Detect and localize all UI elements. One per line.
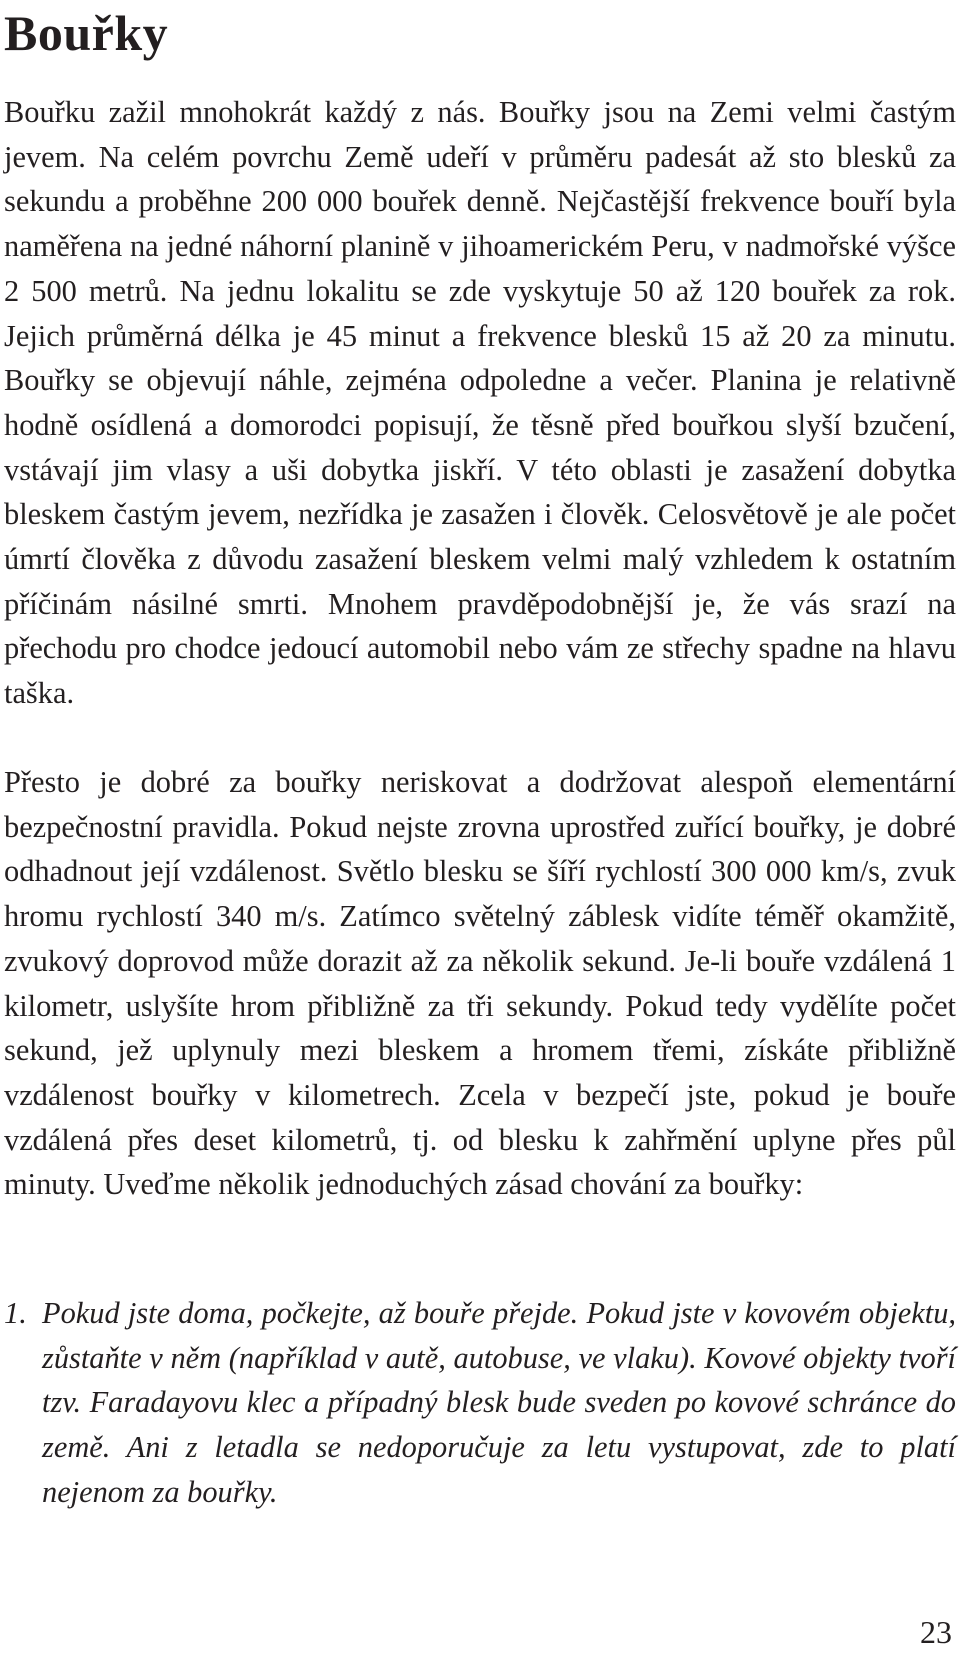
list-item-number: 1. xyxy=(4,1296,27,1330)
paragraph-safety: Přesto je dobré za bouřky neriskovat a dodržovat alespoň elementární bezpečnostní pravidla. Pokud nejste zrovna uprostřed zuřící bouřky, je dobré odhadnout její vzdálenost. Světlo blesku se šíří rychlostí 300 000 km/s, zvuk hromu rychlostí 340 m/s. Zatímco světelný záblesk vidíte téměř okamžitě, zvukový doprovod může dorazit až za několik sekund. Je-li bouře vzdálená 1 kilometr, uslyšíte hrom přibližně za tři sekundy. Pokud tedy vydělíte počet sekund, jež uplynuly mezi bleskem a hromem třemi, získáte přibližně vzdálenost bouřky v kilometrech. Zcela v bezpečí jste, pokud je bouře vzdálená přes deset kilometrů, tj. od blesku k zahřmění uplyne přes půl minuty. Uveďme několik jednoduchých zásad chování za bouřky: xyxy=(4,765,956,1202)
page-number: 23 xyxy=(920,1614,952,1650)
page-heading: Bouřky xyxy=(4,5,169,61)
paragraph-intro: Bouřku zažil mnohokrát každý z nás. Bouřky jsou na Zemi velmi častým jevem. Na celém povrchu Země udeří v průměru padesát až sto blesků za sekundu a proběhne 200 000 bouřek denně. Nejčastější frekvence bouří byla naměřena na jedné náhorní planině v jihoamerickém Peru, v nadmořské výšce 2 500 metrů. Na jednu lokalitu se zde vyskytuje 50 až 120 bouřek za rok. Jejich průměrná délka je 45 minut a frekvence blesků 15 až 20 za minutu. Bouřky se objevují náhle, zejména odpoledne a večer. Planina je relativně hodně osídlená a domorodci popisují, že těsně před bouřkou slyší bzučení, vstávají jim vlasy a uši dobytka jiskří. V této oblasti je zasažení dobytka bleskem častým jevem, nezřídka je zasažen i člověk. Celosvětově je ale počet úmrtí člověka z důvodu zasažení bleskem velmi malý vzhledem k ostatním příčinám násilné smrti. Mnohem pravděpodobnější je, že vás srazí na přechodu pro chodce jedoucí automobil nebo vám ze střechy spadne na hlavu taška. xyxy=(4,95,956,711)
list-item-text: Pokud jste doma, počkejte, až bouře přejde. Pokud jste v kovovém objektu, zůstaňte v něm (například v autě, autobuse, ve vlaku). Kovové objekty tvoří tzv. Faradayovu klec a případný blesk bude sveden po kovové schránce do země. Ani z letadla se nedoporučuje za letu vystupovat, zde to platí nejenom za bouřky. xyxy=(42,1296,956,1509)
safety-rules-list xyxy=(4,1291,956,1515)
list-item xyxy=(4,1291,956,1515)
